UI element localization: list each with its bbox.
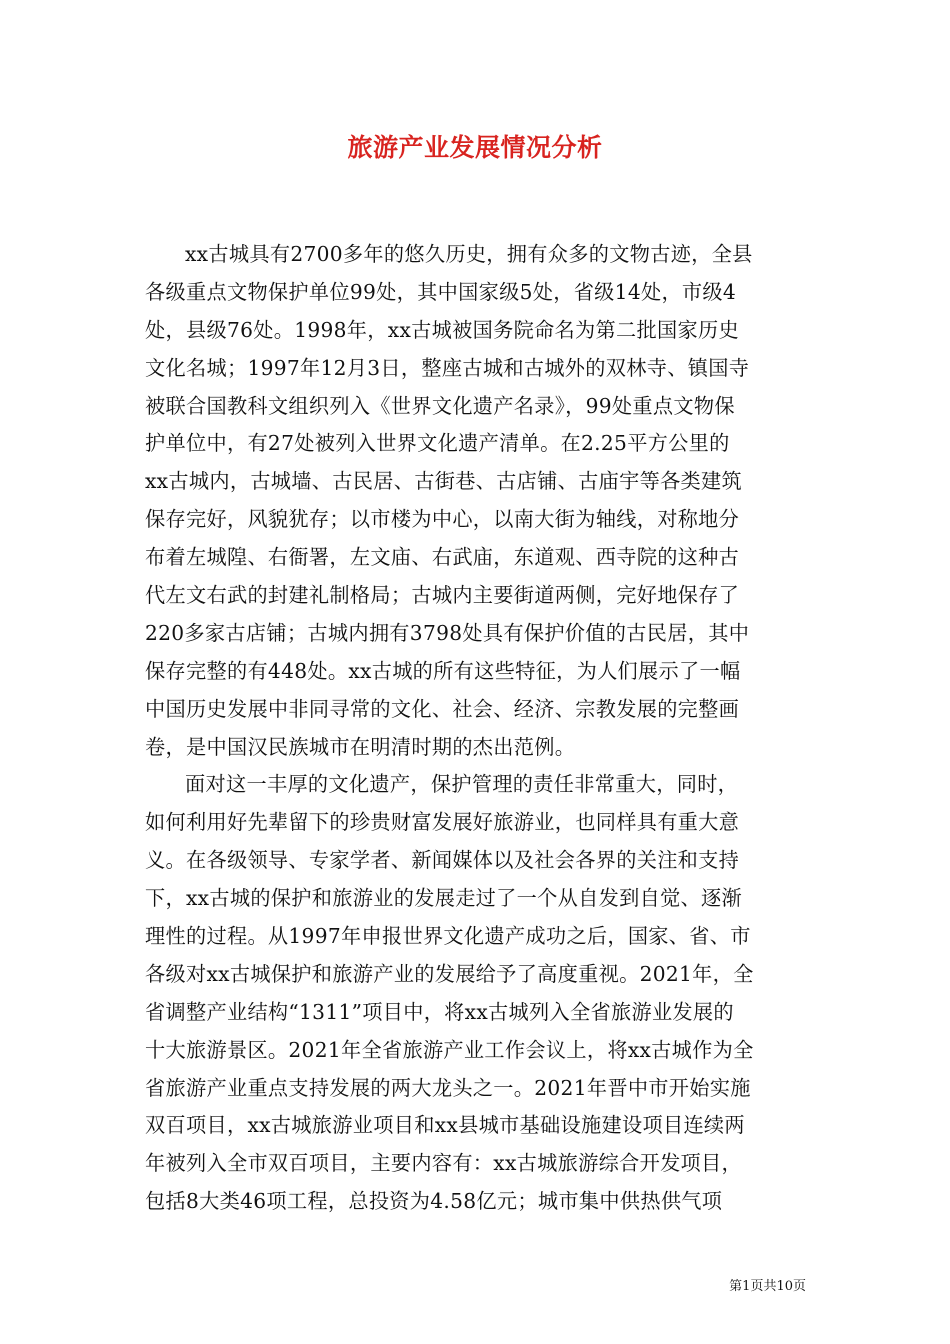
text-line: 双百项目，xx古城旅游业项目和xx县城市基础设施建设项目连续两 [145,1113,745,1138]
text-line: 面对这一丰厚的文化遗产，保护管理的责任非常重大，同时， [185,772,739,797]
text-line: 布着左城隍、右衙署，左文庙、右武庙，东道观、西寺院的这种古 [145,545,740,570]
text-line: 义。在各级领导、专家学者、新闻媒体以及社会各界的关注和支持 [145,848,740,873]
text-line: 省调整产业结构“1311”项目中，将xx古城列入全省旅游业发展的 [145,999,734,1024]
text-line: 理性的过程。从1997年申报世界文化遗产成功之后，国家、省、市 [145,924,751,949]
paragraph-1 [145,236,805,766]
text-line: 各级对xx古城保护和旅游产业的发展给予了高度重视。2021年，全 [145,961,754,986]
text-line: 保存完整的有448处。xx古城的所有这些特征，为人们展示了一幅 [145,658,741,683]
paragraph-2 [145,766,805,1221]
text-line: 代左文右武的封建礼制格局；古城内主要街道两侧，完好地保存了 [145,583,740,608]
text-line: 各级重点文物保护单位99处，其中国家级5处，省级14处，市级4 [145,279,737,304]
text-line: 保存完好，风貌犹存；以市楼为中心，以南大街为轴线，对称地分 [145,507,740,532]
text-line: 护单位中，有27处被列入世界文化遗产清单。在2.25平方公里的 [145,431,730,456]
text-line: 220多家古店铺；古城内拥有3798处具有保护价值的古民居，其中 [145,620,750,645]
text-line: 年被列入全市双百项目，主要内容有：xx古城旅游综合开发项目， [145,1151,743,1176]
text-line: 中国历史发展中非同寻常的文化、社会、经济、宗教发展的完整画 [145,696,740,721]
page-number-footer: 第1页共10页 [729,1279,806,1294]
text-line: 文化名城；1997年12月3日，整座古城和古城外的双林寺、镇国寺 [145,355,750,380]
text-line: xx古城内，古城墙、古民居、古街巷、古店铺、古庙宇等各类建筑 [145,469,743,494]
text-line: 如何利用好先辈留下的珍贵财富发展好旅游业，也同样具有重大意 [145,810,740,835]
text-line: 省旅游产业重点支持发展的两大龙头之一。2021年晋中市开始实施 [145,1075,751,1100]
text-line: 十大旅游景区。2021年全省旅游产业工作会议上，将xx古城作为全 [145,1037,754,1062]
text-line: 被联合国教科文组织列入《世界文化遗产名录》，99处重点文物保 [145,393,735,418]
document-body [145,236,805,1221]
document-title: 旅游产业发展情况分析 [347,133,603,162]
text-line: xx古城具有2700多年的悠久历史，拥有众多的文物古迹，全县 [185,242,753,266]
text-line: 下，xx古城的保护和旅游业的发展走过了一个从自发到自觉、逐渐 [145,886,743,911]
text-line: 卷，是中国汉民族城市在明清时期的杰出范例。 [145,734,576,759]
text-line: 处，县级76处。1998年，xx古城被国务院命名为第二批国家历史 [145,317,739,342]
text-line: 包括8大类46项工程，总投资为4.58亿元；城市集中供热供气项 [145,1189,723,1214]
